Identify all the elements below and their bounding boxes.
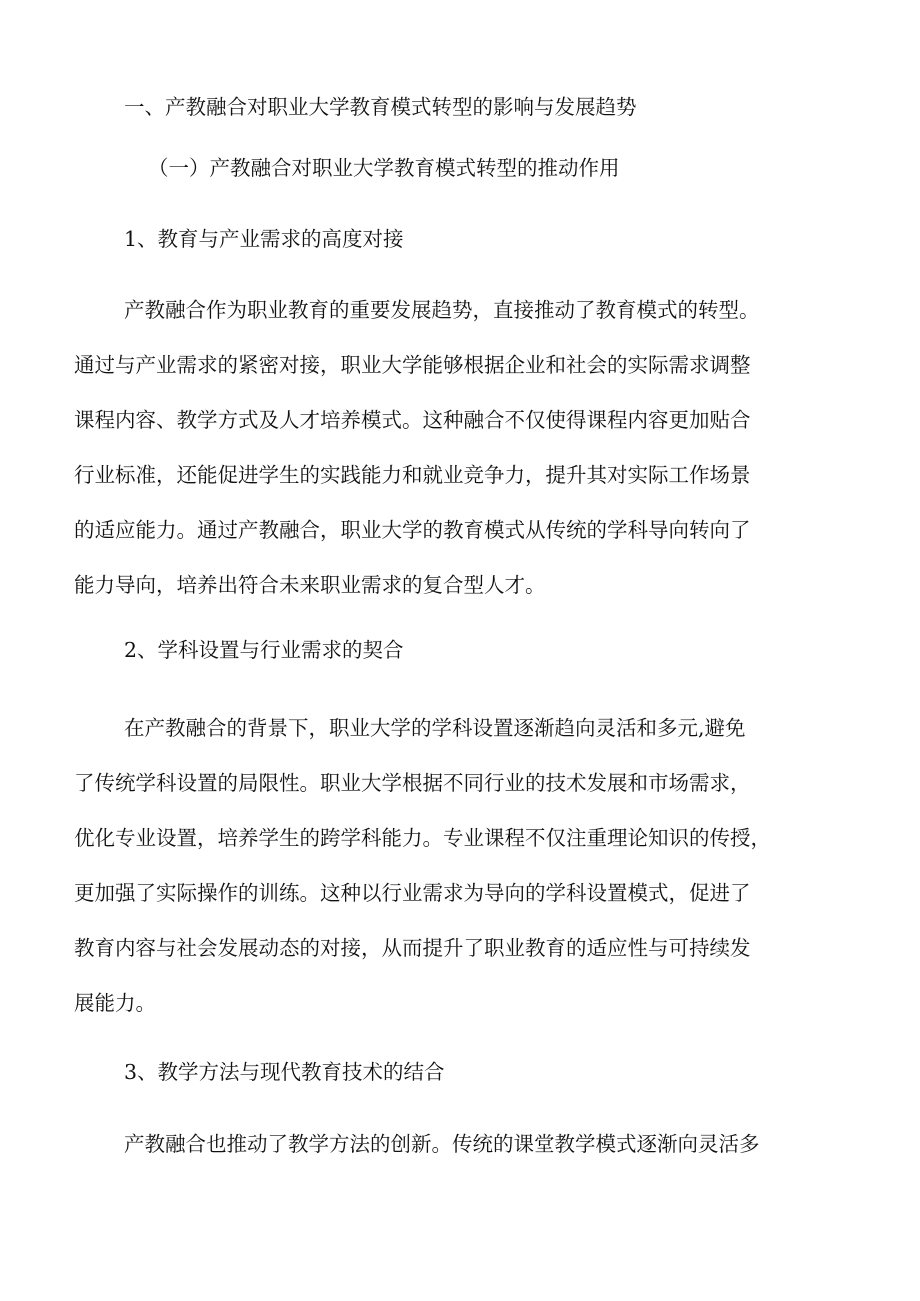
item-1-line-6: 能力导向，培养出符合未来职业需求的复合型人才。 (74, 573, 546, 597)
item-3-line-1: 产教融合也推动了教学方法的创新。传统的课堂教学模式逐渐向灵活多 (124, 1132, 760, 1156)
item-2-line-6: 展能力。 (74, 991, 156, 1015)
item-2-line-1: 在产教融合的背景下，职业大学的学科设置逐渐趋向灵活和多元,避免 (124, 716, 746, 740)
item-1-heading: 1、教育与产业需求的高度对接 (124, 227, 404, 251)
item-1-line-5: 的适应能力。通过产教融合，职业大学的教育模式从传统的学科导向转向了 (74, 518, 751, 542)
section-heading: 一、产教融合对职业大学教育模式转型的影响与发展趋势 (124, 95, 637, 119)
item-2-line-2: 了传统学科设置的局限性。职业大学根据不同行业的技术发展和市场需求， (74, 771, 751, 795)
item-1-line-3: 课程内容、教学方式及人才培养模式。这种融合不仅使得课程内容更加贴合 (74, 408, 751, 432)
item-2-line-4: 更加强了实际操作的训练。这种以行业需求为导向的学科设置模式，促进了 (74, 881, 751, 905)
item-3-heading: 3、教学方法与现代教育技术的结合 (124, 1060, 445, 1084)
item-2-line-5: 教育内容与社会发展动态的对接，从而提升了职业教育的适应性与可持续发 (74, 936, 751, 960)
subsection-heading: （一）产教融合对职业大学教育模式转型的推动作用 (148, 156, 620, 180)
item-1-line-2: 通过与产业需求的紧密对接，职业大学能够根据企业和社会的实际需求调整 (74, 353, 751, 377)
item-1-line-1: 产教融合作为职业教育的重要发展趋势，直接推动了教育模式的转型。 (124, 298, 760, 322)
item-2-line-3: 优化专业设置，培养学生的跨学科能力。专业课程不仅注重理论知识的传授， (74, 826, 771, 850)
item-2-heading: 2、学科设置与行业需求的契合 (124, 638, 404, 662)
item-1-line-4: 行业标准，还能促进学生的实践能力和就业竞争力，提升其对实际工作场景 (74, 463, 751, 487)
